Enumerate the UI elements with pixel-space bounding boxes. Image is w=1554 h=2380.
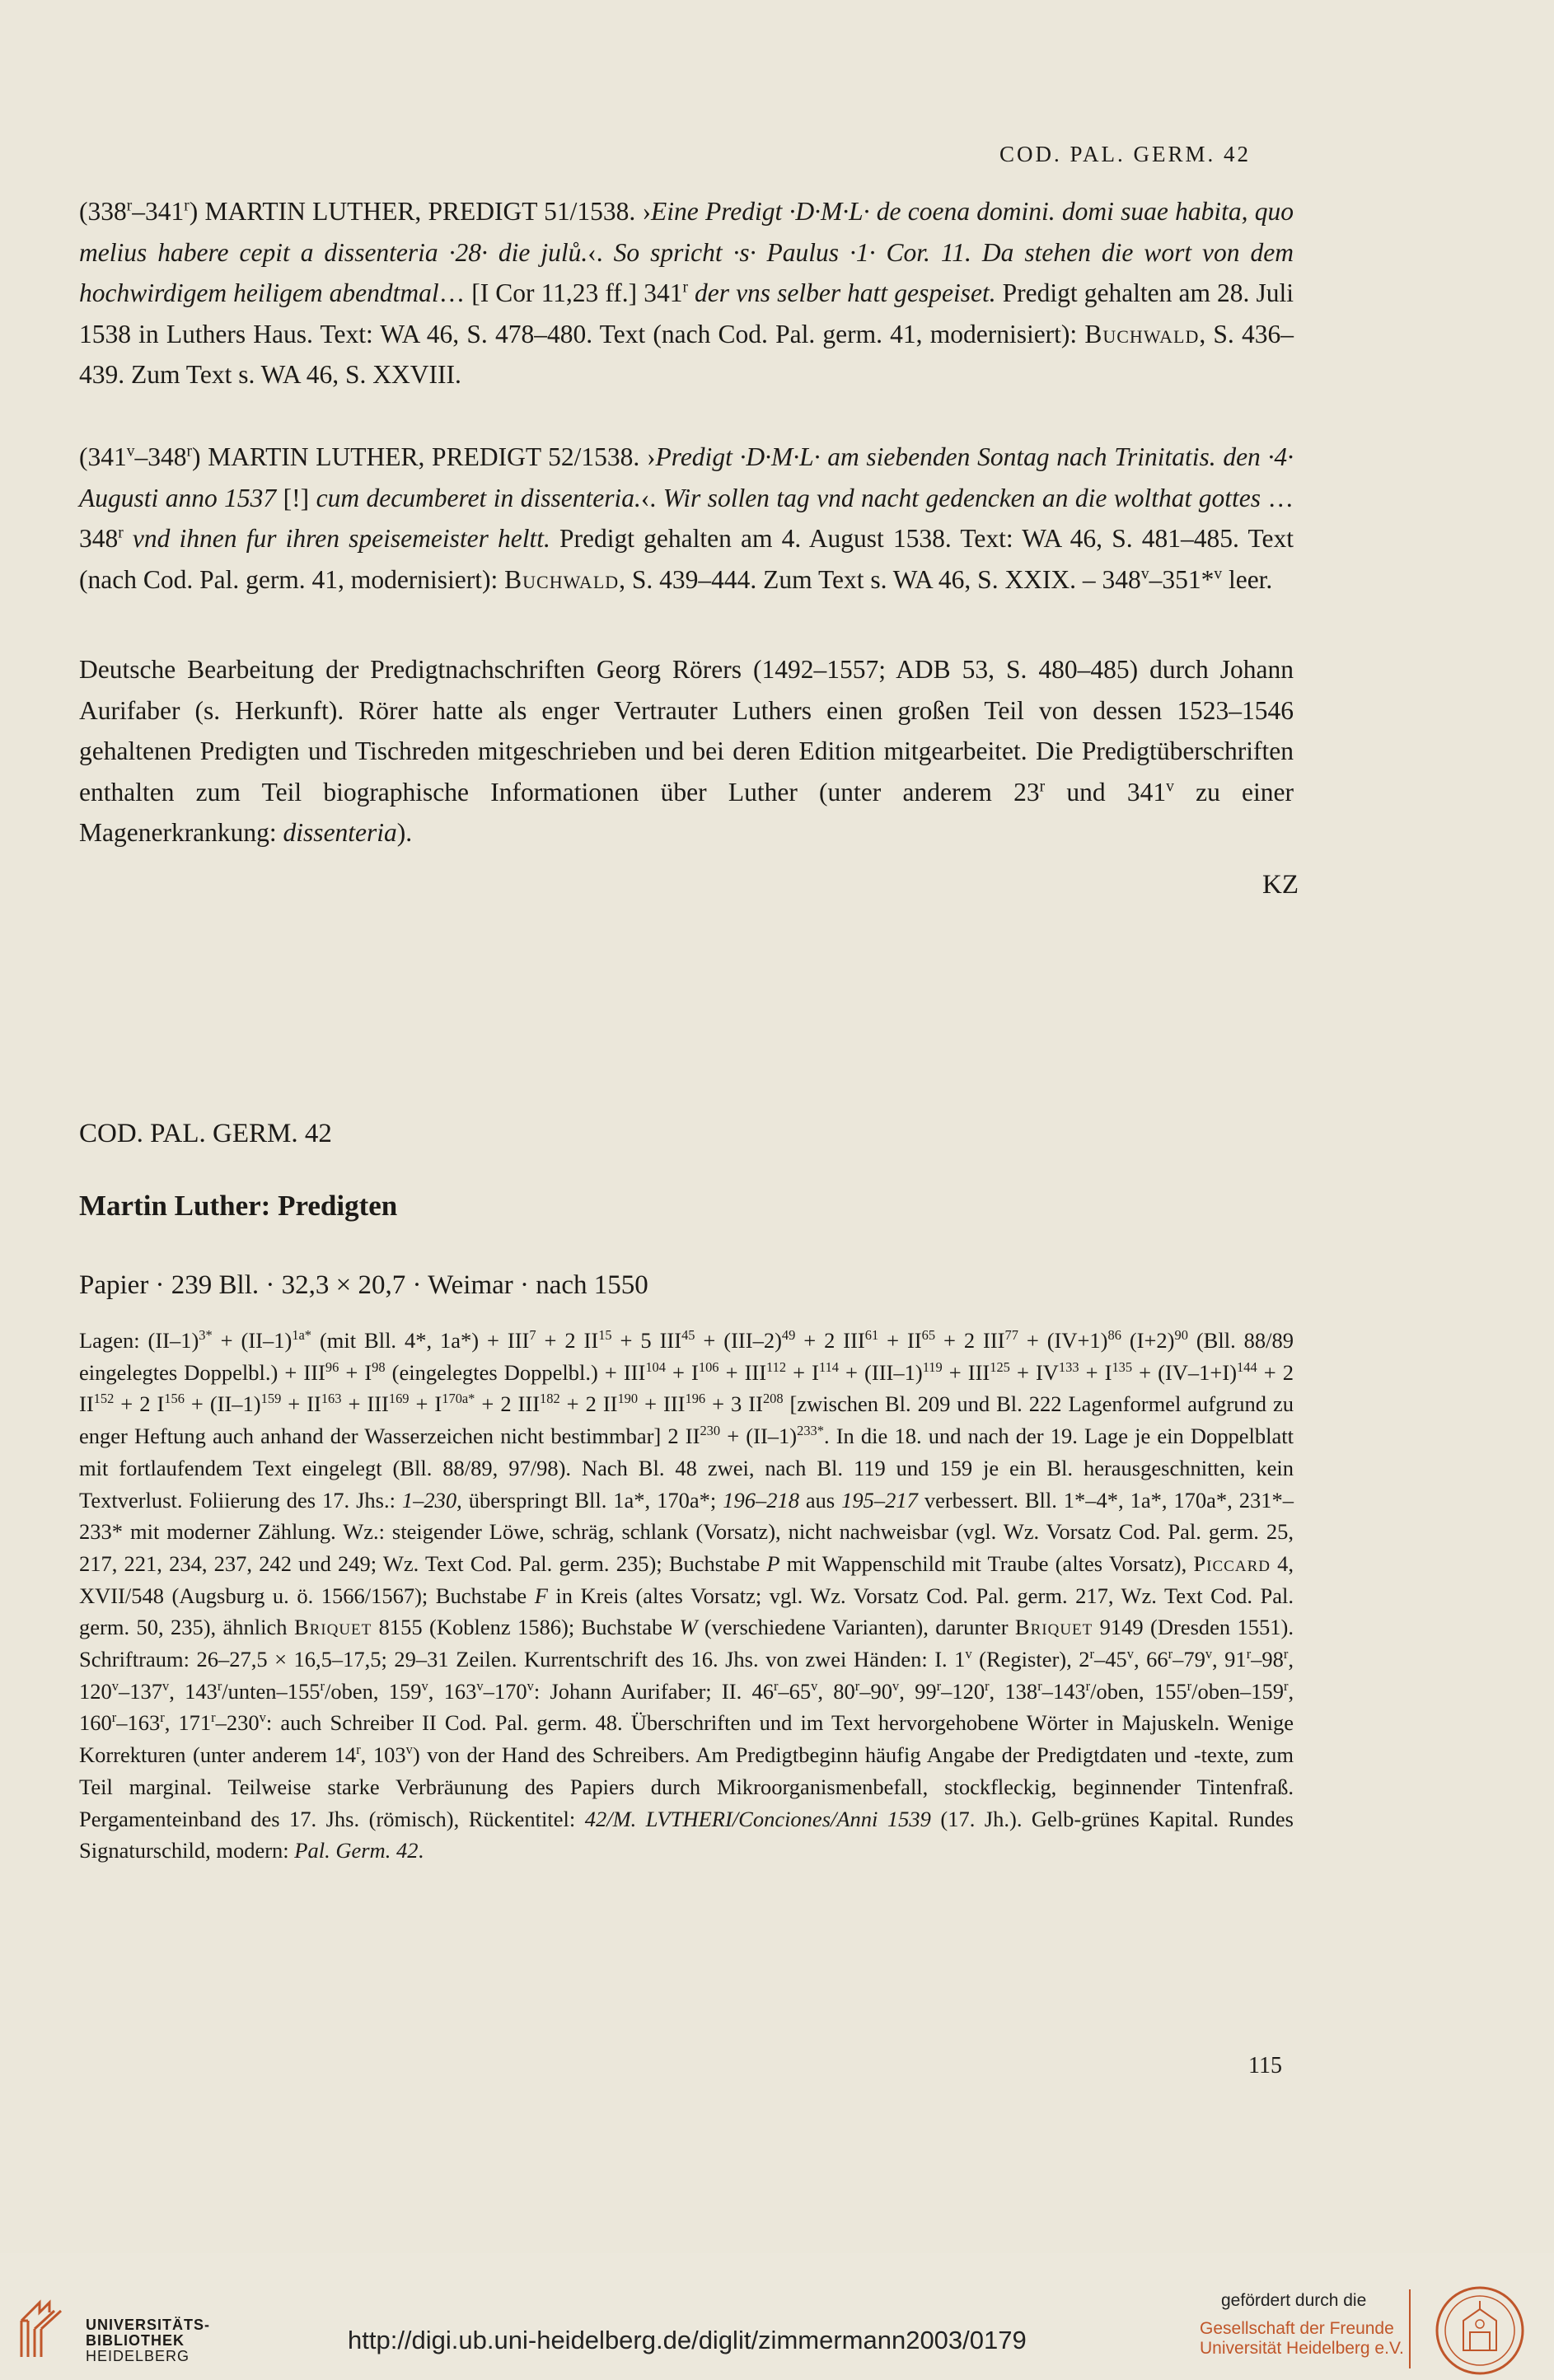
text-run: + I (409, 1391, 442, 1417)
text-run: –143 (1041, 1678, 1086, 1704)
superscript: r (211, 1709, 216, 1726)
text-run: 9149 (Dresden 1551). Schriftraum: 26–27,5 × 16,5–17,5; 29–31 Zeilen. Kurrentschrift des 16. Jhs. von zwei Händen: I. 1 (79, 1615, 1294, 1672)
text-run: + (II–1) (184, 1391, 261, 1417)
entry-sermon-52 (79, 437, 1294, 600)
text-run: (verschiedene Varianten), darunter (697, 1615, 1015, 1640)
text-run: Predigt gehalten am 28. Juli 1538 in Luthers Haus. Text: WA 46, S. 478–480. Text (nach Cod. Pal. germ. 41, modernisiert): (79, 278, 1294, 348)
italic-run: dissenteria (283, 818, 397, 847)
italic-run: 42/M. LVTHERI/Conciones/Anni 1539 (584, 1806, 931, 1831)
entry-text (79, 191, 1294, 395)
codicological-description (79, 1325, 1294, 1867)
text-run: /unten–155 (222, 1678, 321, 1704)
text-run: ) MARTIN LUTHER, PREDIGT 51/1538. › (189, 197, 651, 226)
text-run: –79 (1173, 1647, 1205, 1672)
text-run: , 160 (79, 1678, 1294, 1736)
superscript: 159 (260, 1391, 282, 1407)
superscript: r (118, 524, 124, 542)
text-run: : Johann Aurifaber; II. 46 (533, 1678, 774, 1704)
superscript: 169 (388, 1391, 410, 1407)
superscript: v (527, 1677, 534, 1694)
superscript: r (111, 1709, 117, 1726)
text-run: , 143 (169, 1678, 218, 1704)
text-run: –90 (859, 1678, 892, 1704)
smallcaps-run: Briquet (293, 1615, 372, 1640)
text-run: + 2 III (935, 1328, 1005, 1353)
italic-run: 195–217 (841, 1487, 918, 1513)
text-run: + (IV+1) (1018, 1328, 1108, 1353)
text-run: … [I Cor 11,23 ff.] 341 (438, 278, 683, 307)
superscript: 1a* (292, 1327, 312, 1344)
library-logo-icon (15, 2296, 71, 2360)
italic-run: der vns selber hatt gespeiset. (687, 278, 996, 307)
superscript: 45 (681, 1327, 695, 1344)
smallcaps-run: Piccard (1193, 1550, 1271, 1576)
text-run: mit Wappenschild mit Traube (altes Vorsatz), (779, 1550, 1194, 1576)
superscript: 114 (818, 1358, 839, 1375)
smallcaps-run: Briquet (1014, 1615, 1093, 1640)
text-run: Lagen: (II–1) (79, 1328, 199, 1353)
text-run: aus (798, 1487, 842, 1513)
manuscript-title-block (79, 1190, 1294, 1223)
text-run: + III (638, 1391, 686, 1417)
text-run: + 3 II (705, 1391, 763, 1417)
text-run: 4, XVII/548 (Augsburg u. ö. 1566/1567); Buchstabe (79, 1550, 1294, 1608)
text-run: + I (1079, 1359, 1112, 1385)
sponsor-intro: gefördert durch die (1221, 2291, 1367, 2310)
smallcaps-run: Buchwald (1084, 319, 1200, 348)
text-run: + (II–1) (212, 1328, 293, 1353)
text-run: . In die 18. und nach der 19. Lage je ein Doppelblatt mit fortlaufendem Text eingelegt (Bll. 88/89, 97/98). Nach Bl. 48 zwei, nach Bl. 119 und 159 je ein Bl. herausgeschnitten, kein Textverlust. Foliierung des 17. Jhs.: (79, 1424, 1294, 1513)
italic-run: 1–230 (401, 1487, 457, 1513)
text-run: … 348 (79, 483, 1294, 553)
superscript: r (1089, 1646, 1094, 1662)
commentary-text (79, 649, 1294, 853)
text-run: , S. 436–439. Zum Text s. WA 46, S. XXVIII. (79, 319, 1294, 389)
text-run: (Register), 2 (971, 1647, 1090, 1672)
superscript: v (1140, 565, 1149, 582)
library-name-line: HEIDELBERG (86, 2348, 190, 2364)
text-run: ‹. (587, 237, 614, 267)
superscript: r (184, 197, 190, 215)
text-run: (I+2) (1121, 1328, 1175, 1353)
text-run: (341 (79, 442, 127, 471)
superscript: 133 (1058, 1358, 1079, 1375)
text-run: (eingelegtes Doppelbl.) + III (385, 1359, 646, 1385)
text-run: , 99 (899, 1678, 937, 1704)
text-run: . (418, 1838, 424, 1863)
text-run: + (II–1) (720, 1424, 798, 1449)
text-run: 8155 (Koblenz 1586); Buchstabe (372, 1615, 680, 1640)
divider (1409, 2289, 1411, 2368)
text-run: Predigt gehalten am 4. August 1538. Text: WA 46, S. 481–485. Text (nach Cod. Pal. germ. 41, modernisiert): (79, 524, 1294, 594)
text-run: + 2 I (114, 1391, 165, 1417)
text-run: (17. Jh.). Gelb-grünes Kapital. Rundes Signaturschild, modern: (79, 1806, 1294, 1863)
text-run: ‹. (640, 483, 663, 512)
university-seal-icon (1430, 2284, 1529, 2377)
text-run: –170 (483, 1678, 527, 1704)
superscript: r (1085, 1677, 1091, 1694)
text-run: und 341 (1045, 777, 1167, 807)
superscript: v (476, 1677, 484, 1694)
superscript: 125 (990, 1358, 1010, 1375)
superscript: 112 (766, 1358, 787, 1375)
text-run: , überspringt Bll. 1a*, 170a*; (456, 1487, 723, 1513)
superscript: 119 (922, 1358, 943, 1375)
text-run: zu einer Magenerkrankung: (79, 777, 1294, 847)
text-run: (338 (79, 197, 127, 226)
text-run: , S. 439–444. Zum Text s. WA 46, S. XXIX. – 348 (619, 564, 1141, 594)
text-run: /oben, 155 (1090, 1678, 1187, 1704)
superscript: r (985, 1677, 990, 1694)
superscript: v (259, 1709, 266, 1726)
text-run: –163 (116, 1710, 161, 1736)
text-run: + III (718, 1359, 767, 1385)
superscript: r (126, 197, 133, 215)
superscript: v (161, 1677, 170, 1694)
superscript: v (892, 1677, 900, 1694)
text-run: + (III–1) (839, 1359, 923, 1385)
manuscript-title: Martin Luther: Predigten (79, 1190, 398, 1222)
superscript: 190 (617, 1391, 639, 1407)
text-run: : auch Schreiber II Cod. Pal. germ. 48. Überschriften und im Text hervorgehobene Wörter in Majuskeln. Wenige Korrekturen (unter anderem 14 (79, 1710, 1294, 1768)
superscript: 104 (645, 1358, 666, 1375)
superscript: v (111, 1677, 119, 1694)
text-run: –341 (132, 197, 185, 226)
physical-description-block (79, 1270, 1294, 1301)
superscript: r (1037, 1677, 1042, 1694)
superscript: v (1166, 778, 1174, 795)
text-run: –348 (134, 442, 187, 471)
superscript: 106 (698, 1358, 719, 1375)
text-run: + 2 II (536, 1328, 599, 1353)
superscript: 15 (598, 1327, 612, 1344)
superscript: 233* (797, 1423, 824, 1439)
library-name-line: UNIVERSITÄTS- (86, 2317, 211, 2333)
italic-run: 196–218 (723, 1487, 799, 1513)
superscript: v (421, 1677, 428, 1694)
text-run: + 2 III (795, 1328, 865, 1353)
superscript: r (1283, 1646, 1289, 1662)
library-footer (0, 2253, 1554, 2380)
text-run: + I (786, 1359, 819, 1385)
superscript: 135 (1112, 1358, 1133, 1375)
superscript: v (1214, 565, 1223, 582)
italic-run: Eine Predigt ·D·M·L· de coena domini. domi suae habita, quo melius habere cepit a dissenteria ·28· die julů. (79, 197, 1294, 267)
text-run: + (III–2) (695, 1328, 782, 1353)
text-run: + 2 II (79, 1359, 1294, 1417)
superscript: 90 (1174, 1327, 1188, 1344)
italic-run: F (534, 1583, 548, 1608)
text-run: , 171 (164, 1710, 212, 1736)
superscript: 230 (700, 1423, 721, 1439)
text-run: –45 (1094, 1647, 1127, 1672)
superscript: r (1187, 1677, 1192, 1694)
text-run: ) von der Hand des Schreibers. Am Predigtbeginn häufig Angabe der Predigtdaten und -texte, zum Teil marginal. Teilweise starke Verbräunung des Papiers durch Mikroorganismenbefall, stockfleckig, beginnender Tintenfraß. Pergamenteinband des 17. Jhs. (römisch), Rückentitel: (79, 1742, 1294, 1831)
smallcaps-run: Buchwald (504, 564, 620, 594)
text-run: [!] (276, 483, 316, 512)
text-run: + II (878, 1328, 922, 1353)
text-run: –98 (1251, 1647, 1284, 1672)
superscript: r (1168, 1646, 1173, 1662)
text-run: + I (339, 1359, 372, 1385)
superscript: v (1205, 1646, 1213, 1662)
superscript: r (936, 1677, 942, 1694)
manuscript-signature: COD. PAL. GERM. 42 (79, 1119, 332, 1148)
superscript: v (811, 1677, 818, 1694)
superscript: v (405, 1742, 413, 1758)
text-run: /oben–159 (1191, 1678, 1284, 1704)
entry-sermon-51 (79, 191, 1294, 395)
text-run: ). (396, 818, 413, 847)
italic-run: Predigt ·D·M·L· am siebenden Sontag nach Trinitatis. den ·4· Augusti anno 1537 (79, 442, 1294, 512)
text-run: + III (341, 1391, 389, 1417)
author-initials: KZ (1262, 870, 1299, 900)
library-name (86, 2317, 210, 2364)
sponsor-name: Universität Heidelberg e.V. (1200, 2339, 1404, 2358)
italic-run: W (679, 1615, 698, 1640)
superscript: 144 (1237, 1358, 1257, 1375)
superscript: 182 (540, 1391, 560, 1407)
text-run: –65 (778, 1678, 812, 1704)
text-run: (mit Bll. 4*, 1a*) + III (311, 1328, 530, 1353)
superscript: r (320, 1677, 325, 1694)
physical-description: Papier · 239 Bll. · 32,3 × 20,7 · Weimar · nach 1550 (79, 1270, 648, 1300)
superscript: 3* (199, 1327, 213, 1344)
superscript: r (1039, 778, 1046, 795)
superscript: 7 (529, 1327, 536, 1344)
italic-run: cum decumberet in dissenteria. (316, 483, 641, 512)
running-head: COD. PAL. GERM. 42 (999, 142, 1251, 166)
sponsor-block (1200, 2291, 1404, 2359)
superscript: r (1246, 1646, 1252, 1662)
text-run: /oben, 159 (325, 1678, 422, 1704)
library-name-line: BIBLIOTHEK (86, 2332, 185, 2349)
superscript: r (186, 442, 193, 461)
text-run: + 2 III (475, 1391, 541, 1417)
superscript: 61 (864, 1327, 879, 1344)
text-run: + (IV–1+I) (1132, 1359, 1238, 1385)
superscript: 152 (93, 1391, 115, 1407)
text-run: –137 (118, 1678, 162, 1704)
superscript: 65 (921, 1327, 936, 1344)
text-run: + II (281, 1391, 321, 1417)
superscript: r (773, 1677, 779, 1694)
superscript: r (356, 1742, 361, 1758)
superscript: 208 (762, 1391, 784, 1407)
superscript: 156 (164, 1391, 185, 1407)
text-run: leer. (1222, 564, 1273, 594)
text-run: , 66 (1133, 1647, 1168, 1672)
text-run: verbessert. Bll. 1*–4*, 1a*, 170a*, 231*–233* mit moderner Zählung. Wz.: steigender Löwe, schräg, schlank (Vorsatz), nicht nachweisbar (vgl. Wz. Vorsatz Cod. Pal. germ. 25, 217, 221, 234, 237, 242 und 249; Wz. Text Cod. Pal. germ. 235); Buchstabe (79, 1487, 1294, 1576)
superscript: 77 (1004, 1327, 1018, 1344)
text-run: , 163 (428, 1678, 477, 1704)
text-run: + 5 III (611, 1328, 682, 1353)
sponsor-name: Gesellschaft der Freunde (1200, 2319, 1394, 2338)
text-run: , 138 (989, 1678, 1038, 1704)
superscript: r (682, 278, 688, 297)
superscript: v (965, 1646, 972, 1662)
text-run: [zwischen Bl. 209 und Bl. 222 Lagenformel aufgrund zu enger Heftung auch anhand der Wasserzeichen nicht bestimmbar] 2 II (79, 1391, 1294, 1449)
text-run: –120 (941, 1678, 985, 1704)
text-run: , 91 (1212, 1647, 1247, 1672)
italic-run: Pal. Germ. 42 (294, 1838, 419, 1863)
entry-text (79, 437, 1294, 600)
italic-run: vnd ihnen fur ihren speisemeister heltt. (123, 524, 550, 553)
text-run: (Bll. 88/89 eingelegtes Doppelbl.) + III (79, 1328, 1294, 1385)
permalink-url[interactable]: http://digi.ub.uni-heidelberg.de/diglit/zimmermann2003/0179 (348, 2326, 1027, 2354)
superscript: r (1283, 1677, 1289, 1694)
superscript: 96 (325, 1358, 339, 1375)
superscript: r (217, 1677, 222, 1694)
italic-run: P (766, 1550, 780, 1576)
italic-run: Wir sollen tag vnd nacht gedencken an die wolthat gottes (662, 483, 1261, 512)
text-run: + III (942, 1359, 990, 1385)
text-run: ) MARTIN LUTHER, PREDIGT 52/1538. › (192, 442, 656, 471)
superscript: v (1126, 1646, 1134, 1662)
text-run: + IV (1009, 1359, 1059, 1385)
superscript: 98 (372, 1358, 386, 1375)
text-run: + 2 II (559, 1391, 618, 1417)
superscript: r (160, 1709, 165, 1726)
commentary-paragraph (79, 649, 1294, 853)
page-number: 115 (1248, 2053, 1282, 2078)
text-run: + I (665, 1359, 699, 1385)
superscript: 196 (685, 1391, 706, 1407)
text-run: , 80 (817, 1678, 855, 1704)
superscript: 170a* (442, 1391, 475, 1407)
text-run: –230 (215, 1710, 260, 1736)
superscript: v (126, 442, 135, 461)
text-run: , 120 (79, 1647, 1294, 1704)
superscript: 86 (1107, 1327, 1121, 1344)
superscript: 49 (781, 1327, 796, 1344)
text-run: –351* (1149, 564, 1215, 594)
text-run: Deutsche Bearbeitung der Predigtnachschriften Georg Rörers (1492–1557; ADB 53, S. 480–485) durch Johann Aurifaber (s. Herkunft). Rörer hatte als enger Vertrauter Luthers einen großen Teil von dessen 1523–1546 gehaltenen Predigten und Tischreden mitgeschrieben und bei deren Edition mitgearbeitet. Die Predigtüberschriften enthalten zum Teil biographische Informationen über Luther (unter anderem 23 (79, 655, 1294, 807)
superscript: r (854, 1677, 860, 1694)
manuscript-signature-heading (79, 1119, 1294, 1149)
description-text (79, 1325, 1294, 1867)
text-run: in Kreis (altes Vorsatz; vgl. Wz. Vorsatz Cod. Pal. germ. 217, Wz. Text Cod. Pal. germ. 50, 235), ähnlich (79, 1583, 1294, 1640)
italic-run: So spricht ·s· Paulus ·1· Cor. 11. Da stehen die wort von dem hochwirdigem heiligem abendtmal (79, 237, 1294, 307)
superscript: 163 (321, 1391, 342, 1407)
text-run: , 103 (360, 1742, 406, 1768)
